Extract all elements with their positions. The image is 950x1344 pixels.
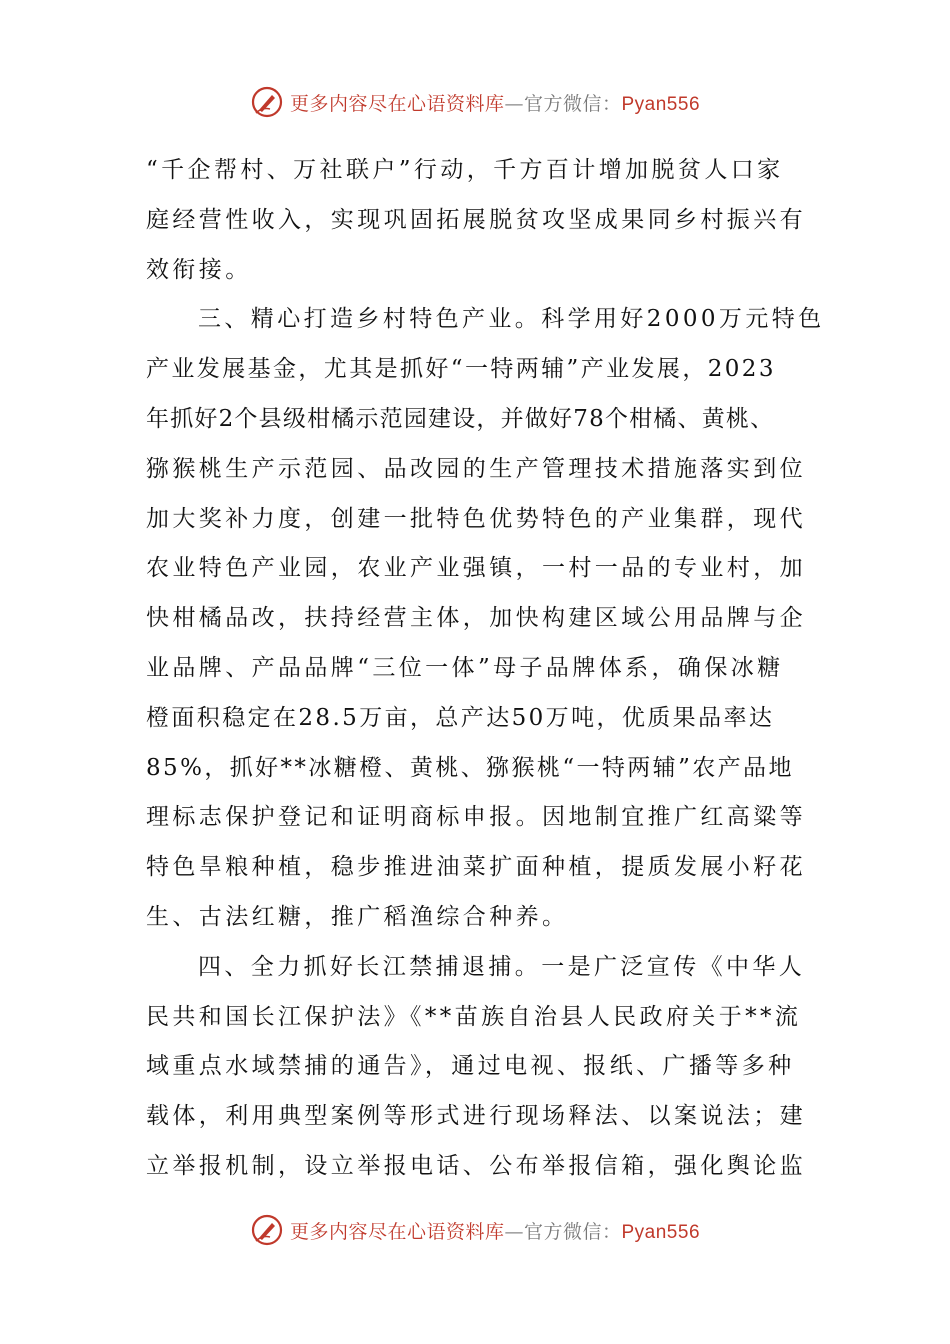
section-heading-line: 三、精心打造乡村特色产业。科学用好2000万元特色 — [198, 306, 825, 333]
body-line: 生、古法红糖，推广稻渔综合种养。 — [146, 903, 569, 930]
watermark-wechat-id: Pyan556 — [621, 1221, 701, 1243]
body-line: 域重点水域禁捕的通告》，通过电视、报纸、广播等多种 — [146, 1053, 795, 1080]
header-watermark-banner — [0, 82, 950, 122]
body-line: 业品牌、产品品牌“三位一体”母子品牌体系，确保冰糖 — [146, 654, 784, 681]
watermark-prefix: 更多内容尽在心语资料库 — [289, 92, 505, 115]
pen-circle-logo-icon — [250, 85, 284, 119]
body-line: 理标志保护登记和证明商标申报。因地制宜推广红高粱等 — [146, 804, 806, 831]
watermark-prefix: 更多内容尽在心语资料库 — [289, 1220, 505, 1243]
watermark-text — [290, 89, 700, 116]
body-line: 猕猴桃生产示范园、品改园的生产管理技术措施落实到位 — [146, 455, 806, 482]
body-line: 快柑橘品改，扶持经营主体，加快构建区域公用品牌与企 — [146, 605, 806, 632]
body-line: 庭经营性收入，实现巩固拓展脱贫攻坚成果同乡村振兴有 — [146, 206, 806, 233]
body-line: 特色旱粮种植，稳步推进油菜扩面种植，提质发展小籽花 — [146, 854, 806, 881]
watermark-text — [290, 1217, 700, 1244]
document-body — [146, 146, 825, 1192]
watermark-wechat-label: 官方微信： — [523, 1220, 622, 1243]
body-line: 85%，抓好**冰糖橙、黄桃、猕猴桃“一特两辅”农产品地 — [146, 754, 794, 781]
watermark-dash: — — [504, 92, 524, 115]
watermark-wechat-id: Pyan556 — [621, 93, 701, 115]
body-line: 橙面积稳定在28.5万亩，总产达50万吨，优质果品率达 — [146, 704, 775, 731]
body-line: 立举报机制，设立举报电话、公布举报信箱，强化舆论监 — [146, 1152, 806, 1179]
body-line: 载体，利用典型案例等形式进行现场释法、以案说法；建 — [146, 1103, 806, 1130]
body-line: “千企帮村、万社联户”行动，千方百计增加脱贫人口家 — [146, 157, 784, 183]
footer-watermark-banner — [0, 1210, 950, 1250]
section-heading-line: 四、全力抓好长江禁捕退捕。一是广泛宣传《中华人 — [198, 953, 806, 980]
body-line: 年抓好2个县级柑橘示范园建设，并做好78个柑橘、黄桃、 — [146, 405, 775, 432]
watermark-wechat-label: 官方微信： — [523, 92, 622, 115]
body-line: 效衔接。 — [146, 256, 252, 283]
pen-circle-logo-icon — [250, 1213, 284, 1247]
body-line: 产业发展基金，尤其是抓好“一特两辅”产业发展，2023 — [146, 356, 776, 383]
body-line: 农业特色产业园，农业产业强镇，一村一品的专业村，加 — [146, 555, 806, 582]
watermark-dash: — — [504, 1220, 524, 1243]
body-line: 民共和国长江保护法》《**苗族自治县人民政府关于**流 — [146, 1003, 802, 1030]
body-line: 加大奖补力度，创建一批特色优势特色的产业集群，现代 — [146, 505, 806, 532]
